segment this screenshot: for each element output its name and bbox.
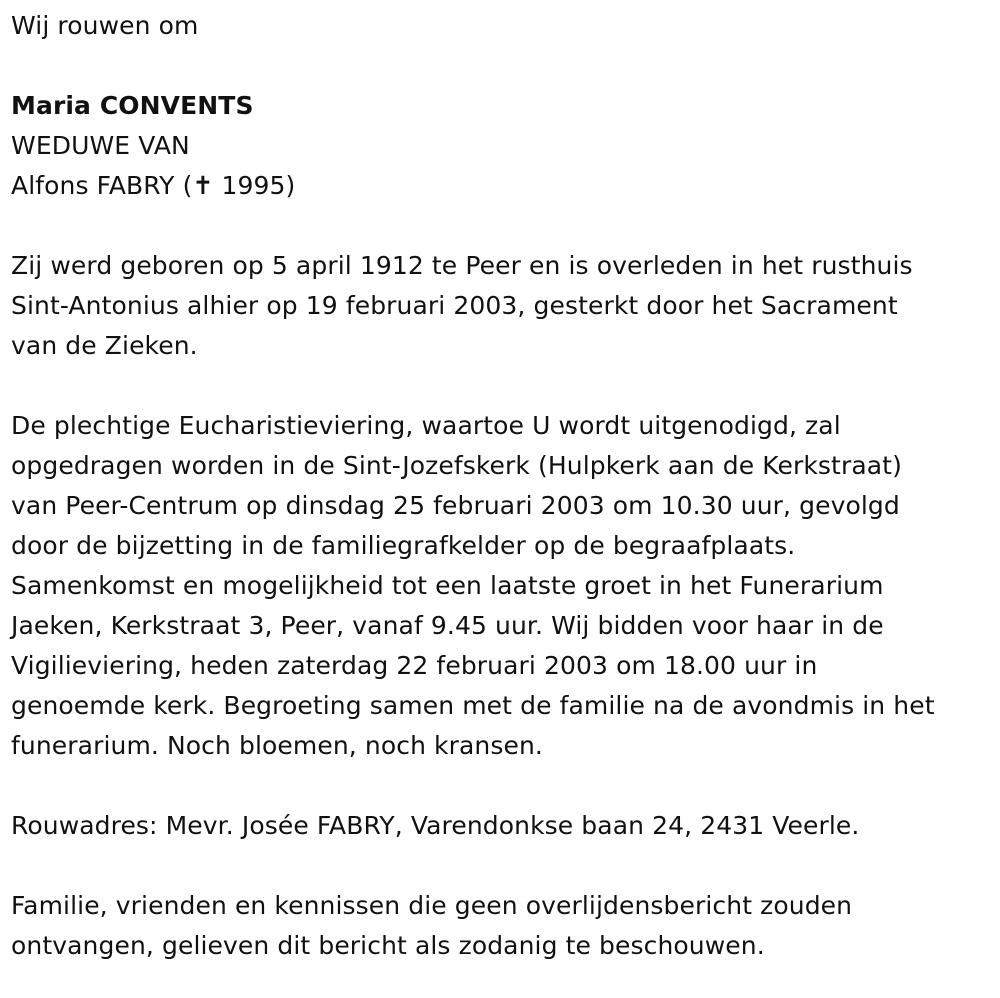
paragraph-line: ontvangen, gelieven dit bericht als zodanig te beschouwen. — [11, 931, 765, 960]
intro-text: Wij rouwen om — [11, 11, 199, 40]
mourning-address: Rouwadres: Mevr. Josée FABRY, Varendonkse baan 24, 2431 Veerle. — [11, 811, 860, 840]
paragraph-line: Zij werd geboren op 5 april 1912 te Peer en is overleden in het rusthuis — [11, 251, 913, 280]
paragraph-line: Samenkomst en mogelijkheid tot een laatste groet in het Funerarium — [11, 571, 884, 600]
paragraph-line: funerarium. Noch bloemen, noch kransen. — [11, 731, 543, 760]
spacer — [11, 206, 991, 246]
paragraph-line: Vigilieviering, heden zaterdag 22 februari 2003 om 18.00 uur in — [11, 651, 818, 680]
birth-paragraph — [11, 246, 991, 366]
relation-label: WEDUWE VAN — [11, 131, 190, 160]
spacer — [11, 46, 991, 86]
service-paragraph — [11, 406, 991, 766]
paragraph-line: opgedragen worden in de Sint-Jozefskerk (Hulpkerk aan de Kerkstraat) — [11, 451, 902, 480]
spouse-name: Alfons FABRY (✝ 1995) — [11, 171, 296, 200]
deceased-name: Maria CONVENTS — [11, 91, 254, 120]
paragraph-line: van de Zieken. — [11, 331, 198, 360]
paragraph-line: van Peer-Centrum op dinsdag 25 februari 2003 om 10.30 uur, gevolgd — [11, 491, 900, 520]
paragraph-line: De plechtige Eucharistieviering, waartoe U wordt uitgenodigd, zal — [11, 411, 841, 440]
closing-paragraph — [11, 886, 991, 966]
paragraph-line: Jaeken, Kerkstraat 3, Peer, vanaf 9.45 uur. Wij bidden voor haar in de — [11, 611, 884, 640]
obituary-notice — [11, 6, 991, 966]
spacer — [11, 766, 991, 806]
paragraph-line: door de bijzetting in de familiegrafkelder op de begraafplaats. — [11, 531, 796, 560]
paragraph-line: Familie, vrienden en kennissen die geen overlijdensbericht zouden — [11, 891, 853, 920]
spacer — [11, 846, 991, 886]
paragraph-line: genoemde kerk. Begroeting samen met de familie na de avondmis in het — [11, 691, 935, 720]
paragraph-line: Sint-Antonius alhier op 19 februari 2003, gesterkt door het Sacrament — [11, 291, 898, 320]
spacer — [11, 366, 991, 406]
